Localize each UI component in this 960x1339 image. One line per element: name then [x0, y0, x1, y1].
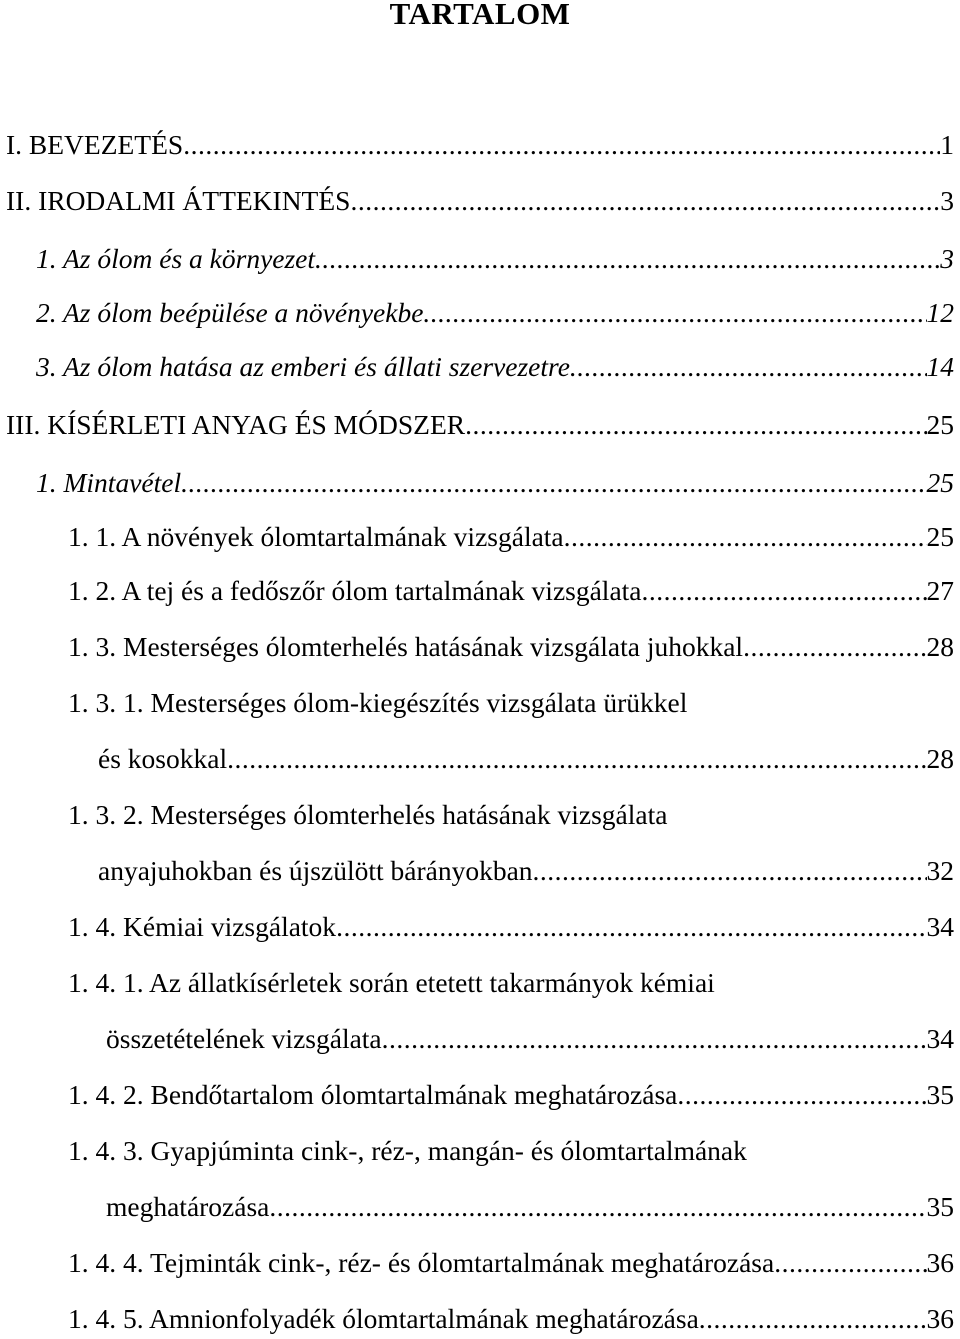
toc-entry-1-3-2-continuation[interactable]: [98, 850, 954, 886]
toc-entry-1-4-3[interactable]: [68, 1130, 954, 1166]
toc-entry-label: 1. Az ólom és a környezet: [36, 243, 316, 274]
toc-entry-1-3[interactable]: [68, 626, 954, 662]
dot-leader: [382, 1024, 927, 1054]
toc-entry-label: 1. Mintavétel: [36, 467, 182, 498]
toc-entry-page: 27: [926, 575, 954, 606]
toc-entry-label: 1. 3. 2. Mesterséges ólomterhelés hatásának vizsgálata: [68, 799, 668, 830]
toc-entry-1-4-5[interactable]: [68, 1298, 954, 1334]
dot-leader: [699, 1304, 927, 1334]
dot-leader: [336, 912, 926, 942]
toc-entry-label: 1. 4. Kémiai vizsgálatok: [68, 911, 337, 942]
toc-entry-label: meghatározása: [106, 1191, 270, 1222]
toc-entry-1-4-3-continuation[interactable]: [106, 1186, 954, 1222]
toc-entry-label: 1. 4. 2. Bendőtartalom ólomtartalmának meghatározása: [68, 1079, 678, 1110]
toc-entry-label: II. IRODALMI ÁTTEKINTÉS: [6, 185, 351, 216]
dot-leader: [350, 186, 940, 216]
toc-entry-label: 1. 4. 1. Az állatkísérletek során etetett takarmányok kémiai: [68, 967, 715, 998]
dot-leader: [533, 856, 927, 886]
toc-entry-page: 36: [926, 1247, 954, 1278]
toc-entry-label: III. KÍSÉRLETI ANYAG ÉS MÓDSZER: [6, 409, 466, 440]
dot-leader: [315, 244, 940, 274]
dot-leader: [465, 410, 926, 440]
toc-entry-page: 28: [926, 631, 954, 662]
toc-entry-page: 25: [926, 521, 954, 552]
dot-leader: [774, 1248, 926, 1278]
toc-entry-1-4-1-continuation[interactable]: [106, 1018, 954, 1054]
toc-entry-kiserleti-anyag[interactable]: [6, 404, 954, 440]
toc-entry-page: 35: [926, 1191, 954, 1222]
toc-entry-page: 25: [926, 467, 954, 498]
toc-entry-olom-beepulese[interactable]: [36, 292, 954, 328]
toc-entry-olom-kornyezet[interactable]: [36, 238, 954, 274]
dot-leader: [743, 632, 926, 662]
toc-entry-page: 34: [926, 1023, 954, 1054]
dot-leader: [181, 468, 926, 498]
dot-leader: [677, 1080, 926, 1110]
toc-entry-label: 1. 1. A növények ólomtartalmának vizsgálata: [68, 521, 564, 552]
toc-entry-label: és kosokkal: [98, 743, 228, 774]
toc-entry-label: 3. Az ólom hatása az emberi és állati szervezetre: [36, 351, 570, 382]
toc-entry-page: 14: [926, 351, 954, 382]
toc-entry-page: 3: [940, 185, 954, 216]
toc-entry-page: 12: [926, 297, 954, 328]
toc-entry-1-3-1-continuation[interactable]: [98, 738, 954, 774]
toc-entry-page: 32: [926, 855, 954, 886]
toc-entry-olom-hatasa[interactable]: [36, 346, 954, 382]
toc-entry-1-4[interactable]: [68, 906, 954, 942]
page-title: TARTALOM: [389, 0, 571, 31]
toc-entry-irodalmi-attekintes[interactable]: [6, 180, 954, 216]
dot-leader: [570, 352, 927, 382]
toc-entry-label: összetételének vizsgálata: [106, 1023, 382, 1054]
toc-entry-mintavetel[interactable]: [36, 462, 954, 498]
toc-entry-1-4-2[interactable]: [68, 1074, 954, 1110]
toc-entry-label: 2. Az ólom beépülése a növényekbe: [36, 297, 424, 328]
toc-entry-page: 34: [926, 911, 954, 942]
toc-entry-label: 1. 2. A tej és a fedőszőr ólom tartalmának vizsgálata: [68, 575, 642, 606]
toc-entry-label: 1. 3. 1. Mesterséges ólom-kiegészítés vizsgálata ürükkel: [68, 687, 688, 718]
dot-leader: [183, 130, 940, 160]
dot-leader: [642, 576, 927, 606]
dot-leader: [269, 1192, 926, 1222]
toc-entry-page: 28: [926, 743, 954, 774]
toc-entry-label: 1. 3. Mesterséges ólomterhelés hatásának vizsgálata juhokkal: [68, 631, 744, 662]
toc-entry-page: 36: [926, 1303, 954, 1334]
toc-entry-label: 1. 4. 5. Amnionfolyadék ólomtartalmának meghatározása: [68, 1303, 699, 1334]
toc-entry-page: 35: [926, 1079, 954, 1110]
toc-entry-1-4-4[interactable]: [68, 1242, 954, 1278]
toc-entry-1-4-1[interactable]: [68, 962, 954, 998]
dot-leader: [227, 744, 926, 774]
dot-leader: [423, 298, 926, 328]
toc-entry-1-2[interactable]: [68, 570, 954, 606]
toc-entry-label: 1. 4. 4. Tejminták cink-, réz- és ólomtartalmának meghatározása: [68, 1247, 775, 1278]
toc-entry-1-1[interactable]: [68, 516, 954, 552]
toc-entry-label: anyajuhokban és újszülött bárányokban: [98, 855, 533, 886]
toc-entry-label: I. BEVEZETÉS: [6, 129, 184, 160]
toc-entry-1-3-1[interactable]: [68, 682, 954, 718]
toc-entry-1-3-2[interactable]: [68, 794, 954, 830]
dot-leader: [564, 522, 927, 552]
toc-entry-page: 25: [926, 409, 954, 440]
toc-entry-page: 1: [940, 129, 954, 160]
toc-entry-label: 1. 4. 3. Gyapjúminta cink-, réz-, mangán- és ólomtartalmának: [68, 1135, 747, 1166]
toc-entry-bevezetes[interactable]: [6, 124, 954, 160]
toc-entry-page: 3: [940, 243, 954, 274]
